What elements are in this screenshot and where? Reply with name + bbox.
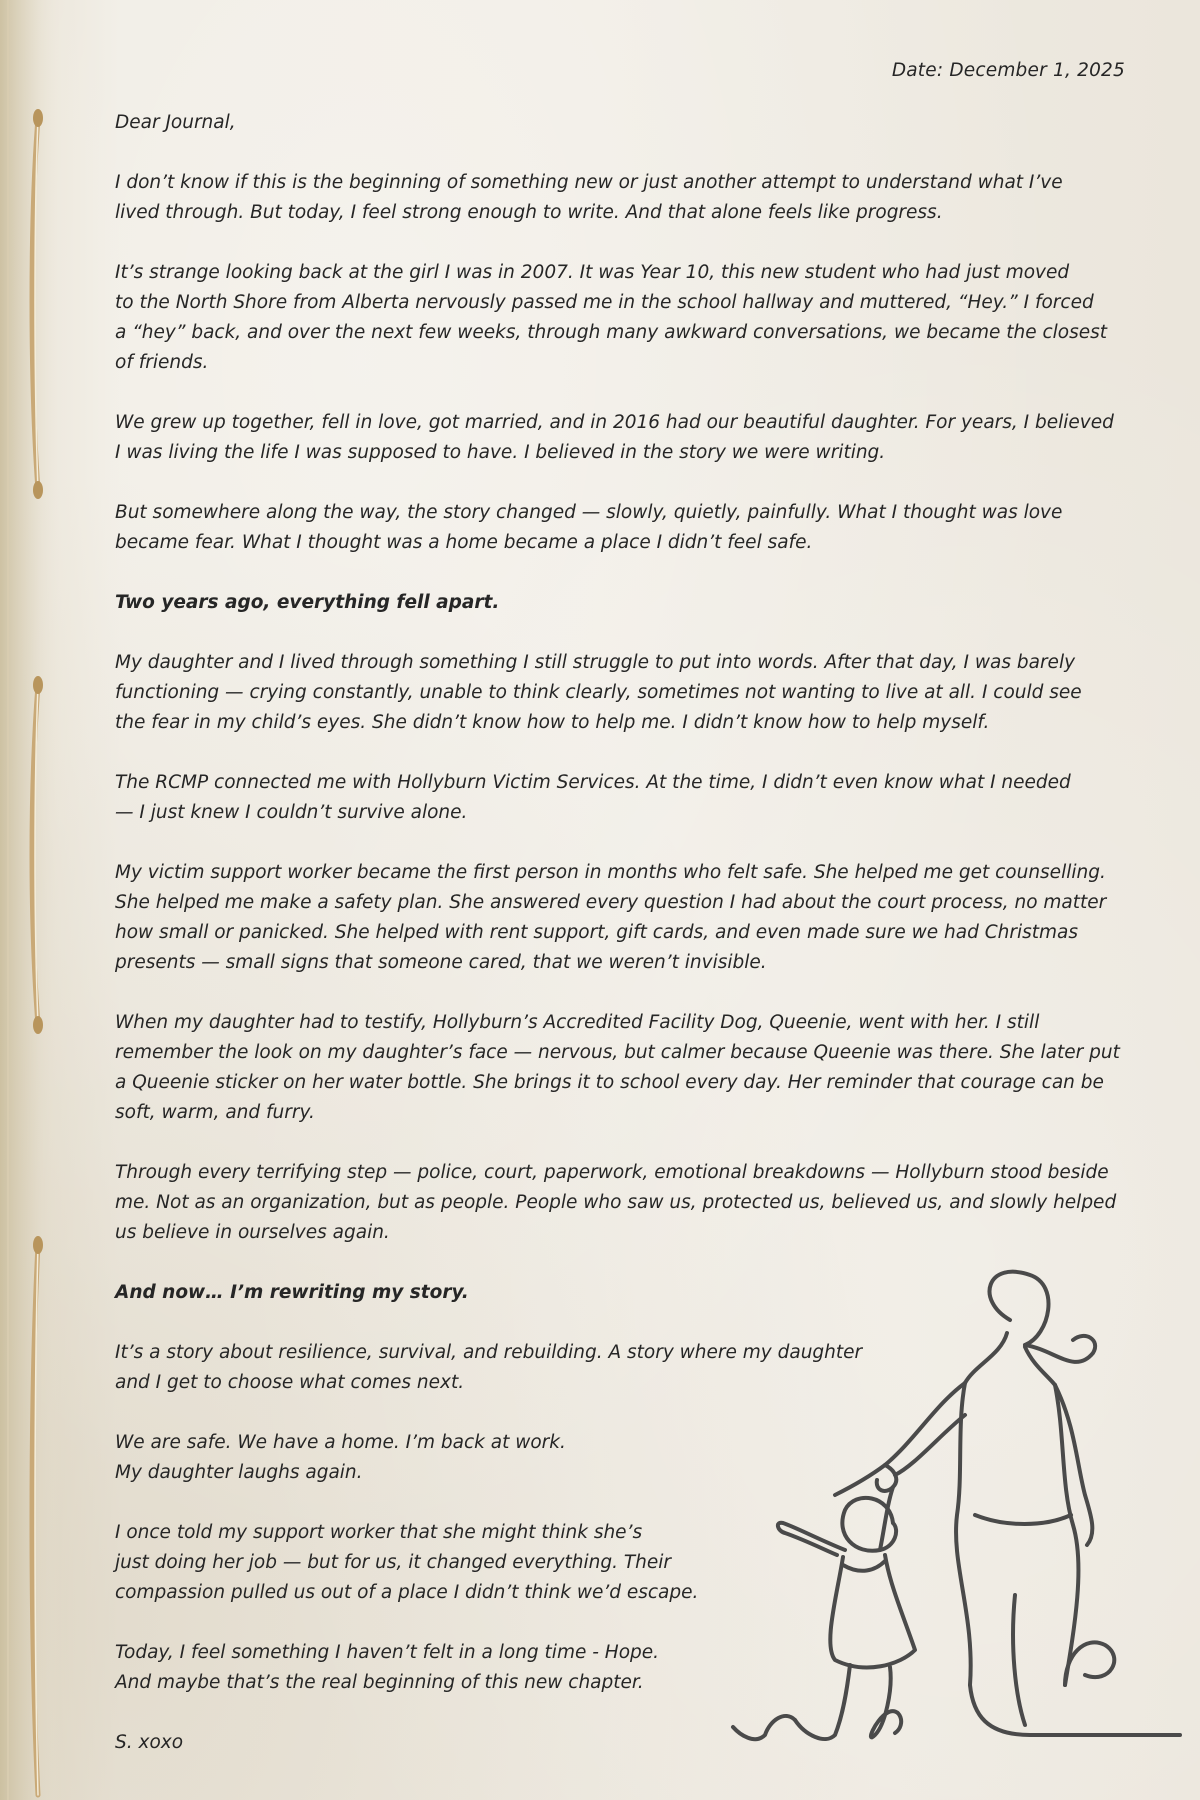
- mother-daughter-line-drawing-icon: [725, 1265, 1190, 1745]
- signature: S. xoxo: [115, 1732, 184, 1753]
- paragraph: My victim support worker became the first person in months who felt safe. She helped me get counselling. She helped me make a safety plan. She answered every question I had about the court process, no matter how small or panicked. She helped with rent support, gift cards, and even made sure we had Christmas presents — small signs that someone cared, that we weren’t invisible.: [115, 862, 1107, 973]
- paragraph: Today, I feel something I haven’t felt in a long time - Hope. And maybe that’s the real beginning of this new chapter.: [115, 1642, 660, 1693]
- greeting: Dear Journal,: [115, 112, 236, 133]
- bold-statement: Two years ago, everything fell apart.: [115, 592, 500, 613]
- paragraph: It’s a story about resilience, survival, and rebuilding. A story where my daughter and I get to choose what comes next.: [115, 1342, 863, 1393]
- stitched-binding: [0, 0, 60, 1800]
- paragraph: When my daughter had to testify, Hollyburn’s Accredited Facility Dog, Queenie, went with her. I still remember the look on my daughter’s face — nervous, but calmer because Queenie was there. She later put a Queenie sticker on her water bottle. She brings it to school every day. Her reminder that courage can be soft, warm, and furry.: [115, 1012, 1120, 1123]
- bold-statement: And now… I’m rewriting my story.: [115, 1282, 469, 1303]
- paragraph: We are safe. We have a home. I’m back at work. My daughter laughs again.: [115, 1432, 566, 1483]
- paragraph: We grew up together, fell in love, got married, and in 2016 had our beautiful daughter. For years, I believed I was living the life I was supposed to have. I believed in the story we were writing.: [115, 412, 1114, 463]
- paragraph: Through every terrifying step — police, court, paperwork, emotional breakdowns — Hollyburn stood beside me. Not as an organization, but as people. People who saw us, protected us, believed us, and slowly helped us believe in ourselves again.: [115, 1162, 1117, 1243]
- paragraph: I don’t know if this is the beginning of something new or just another attempt to understand what I’ve lived through. But today, I feel strong enough to write. And that alone feels like progress.: [115, 172, 1063, 223]
- paragraph: My daughter and I lived through something I still struggle to put into words. After that day, I was barely functioning — crying constantly, unable to think clearly, sometimes not wanting to live at all. I could see the fear in my child’s eyes. She didn’t know how to help me. I didn’t know how to help myself.: [115, 652, 1082, 733]
- entry-date: Date: December 1, 2025: [891, 60, 1125, 81]
- paragraph: I once told my support worker that she might think she’s just doing her job — but for us, it changed everything. Their compassion pulled us out of a place I didn’t think we’d escape.: [115, 1522, 699, 1603]
- paragraph: The RCMP connected me with Hollyburn Victim Services. At the time, I didn’t even know what I needed — I just knew I couldn’t survive alone.: [115, 772, 1071, 823]
- paragraph: It’s strange looking back at the girl I was in 2007. It was Year 10, this new student who had just moved to the North Shore from Alberta nervously passed me in the school hallway and muttered, “Hey.” I forced a “hey” back, and over the next few weeks, through many awkward conversations, we became the closest of friends.: [115, 262, 1108, 373]
- paragraph: But somewhere along the way, the story changed — slowly, quietly, painfully. What I thought was love became fear. What I thought was a home became a place I didn’t feel safe.: [115, 502, 1063, 553]
